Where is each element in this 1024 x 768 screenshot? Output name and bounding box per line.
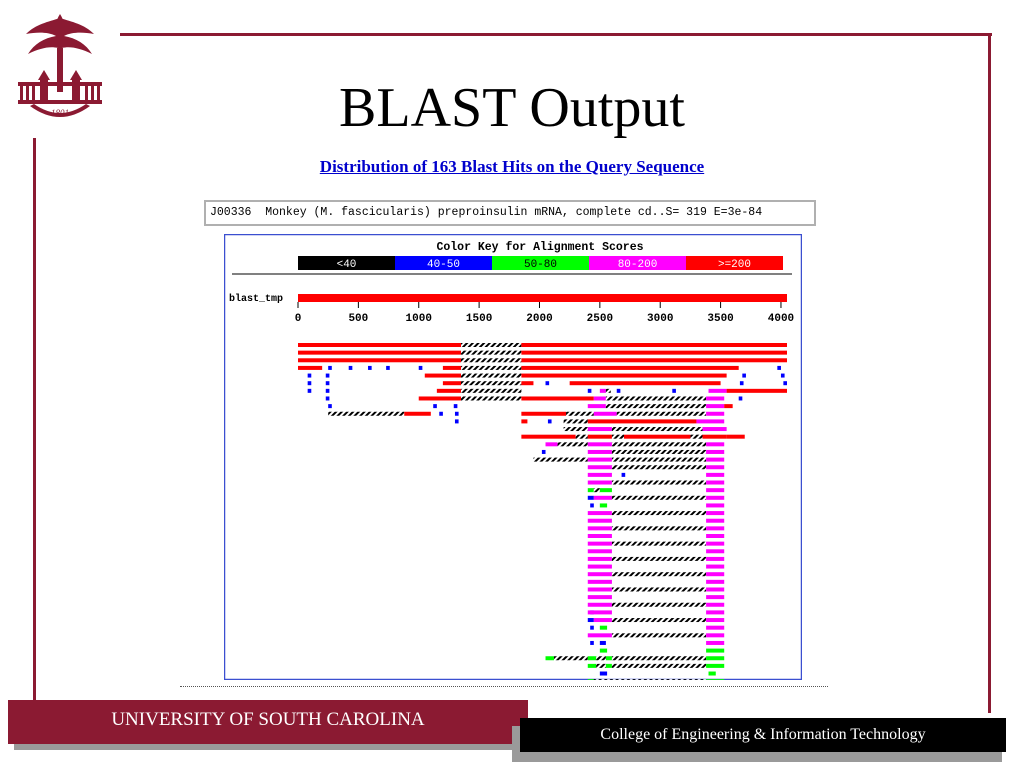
hit-segment <box>706 603 724 607</box>
hit-segment <box>596 656 606 660</box>
hit-segment <box>612 450 706 454</box>
hit-segment <box>624 435 690 439</box>
hit-segment <box>298 343 461 347</box>
hit-segment <box>328 404 332 408</box>
hit-segment <box>594 488 600 492</box>
hit-segment <box>706 610 724 614</box>
hit-segment <box>386 366 390 370</box>
footer-university: UNIVERSITY OF SOUTH CAROLINA <box>8 700 528 744</box>
query-bar <box>298 294 787 302</box>
hit-segment <box>461 374 521 378</box>
hit-segment <box>461 389 521 393</box>
hit-segment <box>617 412 706 416</box>
x-tick-label: 0 <box>294 313 302 325</box>
hit-segment <box>612 496 706 500</box>
legend-label: 80-200 <box>617 259 658 271</box>
hit-segment <box>328 412 404 416</box>
x-tick-label: 3000 <box>647 313 674 325</box>
hit-segment <box>308 374 312 378</box>
hit-segment <box>594 412 617 416</box>
hit-segment <box>588 618 594 622</box>
hit-segment <box>706 565 724 569</box>
hit-segment <box>349 366 353 370</box>
hit-segment <box>706 526 724 530</box>
hit-segment <box>706 511 724 515</box>
hit-segment <box>542 450 546 454</box>
hit-segment <box>600 672 607 676</box>
hit-segment <box>368 366 372 370</box>
hit-segment <box>588 526 612 530</box>
hit-segment <box>702 427 726 431</box>
x-tick-label: 2000 <box>526 313 553 325</box>
hit-segment <box>606 656 612 660</box>
hit-segment <box>326 374 330 378</box>
hit-segment <box>612 427 703 431</box>
hit-segment <box>521 435 575 439</box>
hit-segment <box>521 343 787 347</box>
hit-segment <box>588 557 612 561</box>
hit-segment <box>706 580 724 584</box>
hit-segment <box>521 412 566 416</box>
hit-segment <box>419 396 461 400</box>
hit-segment <box>326 381 330 385</box>
legend-label: <40 <box>336 259 357 271</box>
hit-segment <box>706 396 724 400</box>
hit-segment <box>709 389 727 393</box>
hit-segment <box>461 351 521 355</box>
hit-segment <box>404 412 431 416</box>
hit-segment <box>706 488 724 492</box>
hit-segment <box>588 633 612 637</box>
hit-segment <box>443 366 461 370</box>
hit-segment <box>588 656 596 660</box>
hit-segment <box>588 473 612 477</box>
hit-segment <box>706 534 724 538</box>
hit-segment <box>566 412 594 416</box>
hit-segment <box>433 404 437 408</box>
hit-segment <box>588 572 612 576</box>
legend <box>298 256 783 271</box>
hit-segment <box>588 488 594 492</box>
hit-segment <box>706 496 724 500</box>
hit-segment <box>706 542 724 546</box>
x-tick-label: 1500 <box>465 313 493 325</box>
hit-segment <box>622 473 626 477</box>
hit-segment <box>742 374 746 378</box>
hit-segment <box>739 396 743 400</box>
hit-segment <box>588 465 612 469</box>
hit-segment <box>594 396 606 400</box>
hit-segment <box>588 549 612 553</box>
legend-title: Color Key for Alignment Scores <box>436 241 644 254</box>
hit-segment <box>588 419 697 423</box>
hit-segment <box>576 435 588 439</box>
hit-segment <box>706 473 724 477</box>
hit-segment <box>594 679 612 680</box>
hit-segment <box>461 358 521 362</box>
hit-segment <box>600 488 612 492</box>
hit-segment <box>612 557 706 561</box>
frame-top-line <box>120 33 992 36</box>
hit-segment <box>461 366 521 370</box>
hit-segment <box>706 572 724 576</box>
hit-segment <box>600 503 607 507</box>
hit-segment <box>612 664 706 668</box>
hit-segment <box>612 603 706 607</box>
hit-segment <box>596 664 606 668</box>
hit-segment <box>672 389 676 393</box>
hit-segment <box>706 450 724 454</box>
hit-segment <box>594 618 612 622</box>
logo-year: 1801 <box>51 108 69 118</box>
hit-segment <box>600 641 606 645</box>
hit-segment <box>588 458 612 462</box>
hit-segment <box>564 427 588 431</box>
hit-segment <box>612 481 706 485</box>
hit-segment <box>612 633 706 637</box>
hit-segment <box>521 358 787 362</box>
x-tick-label: 4000 <box>767 313 795 325</box>
hit-segment <box>454 404 458 408</box>
hit-segment <box>588 481 612 485</box>
hit-segment <box>455 419 459 423</box>
hit-segment <box>443 381 461 385</box>
hit-segment <box>706 442 724 446</box>
x-tick-label: 3500 <box>707 313 734 325</box>
hit-segment <box>706 412 724 416</box>
hit-segment <box>706 664 724 668</box>
page-title: BLAST Output <box>339 77 685 139</box>
hit-segment <box>706 587 724 591</box>
hit-segment <box>706 519 724 523</box>
hit-segment <box>533 458 587 462</box>
x-tick-label: 2500 <box>586 313 614 325</box>
hit-segment <box>612 656 706 660</box>
hit-segment <box>326 396 330 400</box>
hit-segment <box>326 389 330 393</box>
hit-segment <box>588 603 612 607</box>
hit-segment <box>612 526 706 530</box>
hit-segment <box>612 542 706 546</box>
hit-segment <box>588 679 594 680</box>
hit-segment <box>588 442 612 446</box>
hit-segment <box>594 496 612 500</box>
hit-segment <box>298 358 461 362</box>
x-tick-label: 1000 <box>405 313 432 325</box>
hit-segment <box>706 595 724 599</box>
hit-segment <box>590 641 594 645</box>
hit-segment <box>706 656 724 660</box>
hit-segment <box>570 381 721 385</box>
legend-label: 40-50 <box>426 259 461 271</box>
hit-segment <box>740 381 744 385</box>
hit-segment <box>521 396 593 400</box>
hit-segment <box>706 633 724 637</box>
hit-segment <box>612 587 706 591</box>
hit-segment <box>461 396 521 400</box>
hit-segment <box>777 366 781 370</box>
x-tick-label: 500 <box>348 313 369 325</box>
hit-segment <box>706 626 724 630</box>
hit-segment <box>308 389 312 393</box>
hit-segment <box>461 381 521 385</box>
hit-segment <box>298 366 322 370</box>
hit-segment <box>706 641 724 645</box>
hit-segment <box>548 419 552 423</box>
hit-segment <box>298 351 461 355</box>
query-label: blast_tmp <box>229 294 284 305</box>
hit-segment <box>588 404 606 408</box>
hit-segment <box>706 618 724 622</box>
hit-segment <box>546 656 554 660</box>
hit-segment <box>588 587 612 591</box>
hit-segment <box>706 557 724 561</box>
legend-label: 50-80 <box>523 259 558 271</box>
hit-segment <box>606 404 706 408</box>
frame-left-line <box>33 138 36 703</box>
hit-segment <box>706 503 724 507</box>
hit-segment <box>612 465 706 469</box>
hit-segment <box>588 580 612 584</box>
hit-segment <box>425 374 461 378</box>
hit-segment <box>606 389 611 393</box>
hit-segment <box>612 435 624 439</box>
hit-segment <box>521 366 738 370</box>
hit-segment <box>328 366 332 370</box>
hit-segment <box>588 450 612 454</box>
hit-segment <box>588 427 612 431</box>
hit-segment <box>727 389 787 393</box>
hit-segment <box>455 412 459 416</box>
hit-segment <box>419 366 423 370</box>
hit-segment <box>724 404 732 408</box>
hit-segment <box>588 496 594 500</box>
hit-segment <box>590 626 594 630</box>
hit-segment <box>706 679 724 680</box>
hit-segment <box>617 389 621 393</box>
hit-segment <box>702 435 726 439</box>
hit-segment <box>546 381 550 385</box>
hit-segment <box>588 565 612 569</box>
hits-distribution-link[interactable]: Distribution of 163 Blast Hits on the Query Sequence <box>319 157 705 176</box>
hit-segment <box>600 626 607 630</box>
hit-segment <box>727 435 745 439</box>
hit-segment <box>696 419 724 423</box>
hit-segment <box>437 389 461 393</box>
hit-segment <box>612 679 706 680</box>
hit-segment <box>461 343 521 347</box>
hit-segment <box>600 389 606 393</box>
hit-segment <box>521 351 787 355</box>
hit-segment <box>606 664 612 668</box>
hit-segment <box>588 519 612 523</box>
hit-select-field[interactable]: J00336 Monkey (M. fascicularis) preproinsulin mRNA, complete cd..S= 319 E=3e-84 <box>204 200 816 226</box>
hit-segment <box>706 549 724 553</box>
hit-segment <box>588 435 612 439</box>
hit-segment <box>564 419 588 423</box>
hit-segment <box>706 458 724 462</box>
hit-segment <box>706 649 724 653</box>
query-bar-group <box>298 294 787 302</box>
footer-college: College of Engineering & Information Technology <box>520 718 1006 752</box>
hit-segment <box>546 442 558 446</box>
hit-segment <box>521 374 726 378</box>
hit-segment <box>588 664 596 668</box>
hit-segment <box>706 404 724 408</box>
hit-segment <box>690 435 702 439</box>
hit-segment <box>783 381 787 385</box>
legend-label: >=200 <box>717 259 752 271</box>
hit-segment <box>588 610 612 614</box>
hit-segment <box>606 396 706 400</box>
hit-segment <box>588 389 592 393</box>
hit-segment <box>612 572 706 576</box>
hit-segment <box>612 442 706 446</box>
hit-segment <box>600 649 607 653</box>
hit-segment <box>588 534 612 538</box>
hit-segment <box>554 656 588 660</box>
hit-segment <box>612 618 706 622</box>
hit-segment <box>612 511 706 515</box>
hit-segment <box>706 465 724 469</box>
hit-segment <box>709 672 716 676</box>
dotted-divider <box>180 686 828 687</box>
hit-segment <box>588 542 612 546</box>
hit-segment <box>308 381 312 385</box>
hit-segment <box>590 503 594 507</box>
hit-segment <box>588 511 612 515</box>
hit-segment <box>558 442 588 446</box>
hit-segment <box>521 419 527 423</box>
hit-segment <box>706 481 724 485</box>
hit-segment <box>612 458 706 462</box>
hit-segment <box>521 381 533 385</box>
hit-segment <box>439 412 443 416</box>
hit-segment <box>588 595 612 599</box>
blast-hit-chart <box>224 234 802 680</box>
hit-segment <box>781 374 785 378</box>
